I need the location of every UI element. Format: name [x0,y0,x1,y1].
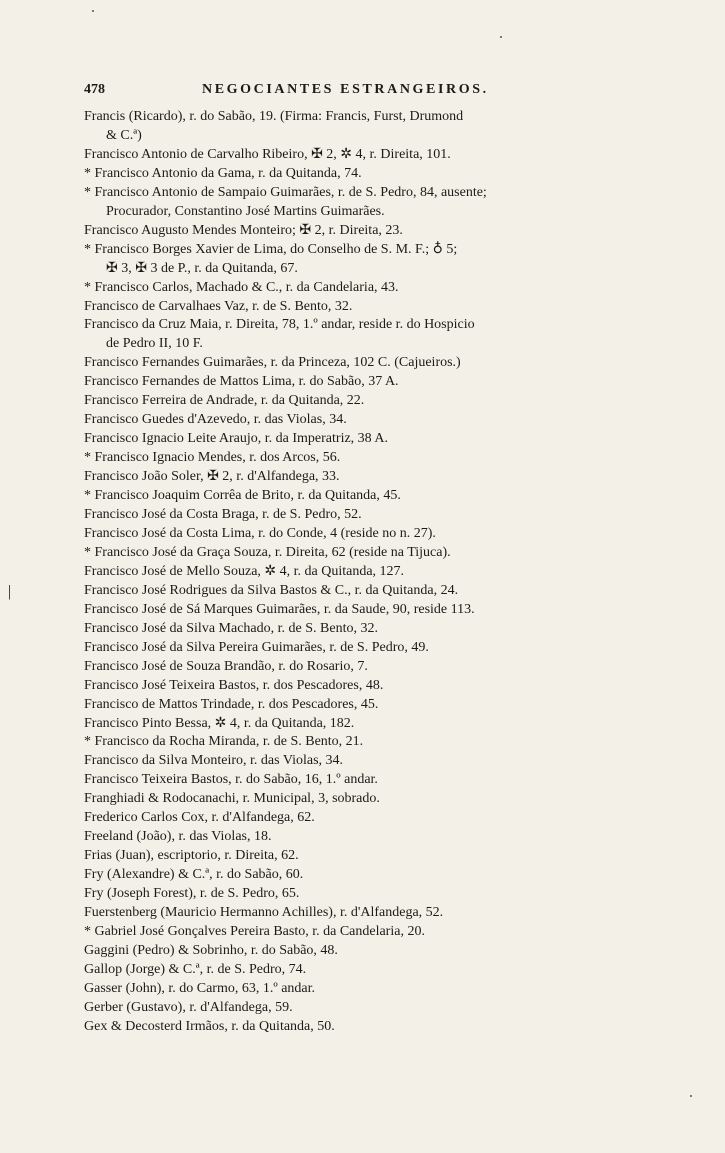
entry: Gaggini (Pedro) & Sobrinho, r. do Sabão, 48. [84,942,338,958]
entry: Francisco Pinto Bessa, ✲ 4, r. da Quitanda, 182. [84,715,355,731]
entry: * Francisco Carlos, Machado & C., r. da Candelaria, 43. [84,279,399,295]
entry: Francisco da Silva Monteiro, r. das Violas, 34. [84,753,344,769]
paper-speck [690,1095,692,1097]
entry: Francisco José Rodrigues da Silva Bastos & C., r. da Quitanda, 24. [84,582,459,598]
entry: Francisco José da Silva Pereira Guimarães, r. de S. Pedro, 49. [84,639,429,655]
entry: Fry (Alexandre) & C.ª, r. do Sabão, 60. [84,867,304,883]
entry: * Gabriel José Gonçalves Pereira Basto, r. da Candelaria, 20. [84,923,425,939]
entry-continuation: de Pedro II, 10 F. [106,336,203,352]
entry: Francisco Ignacio Leite Araujo, r. da Imperatriz, 38 A. [84,431,389,447]
entry: * Francisco Ignacio Mendes, r. dos Arcos, 56. [84,450,341,466]
entry: Francisco José de Sá Marques Guimarães, r. da Saude, 90, reside 113. [84,601,475,617]
entry: * Francisco da Rocha Miranda, r. de S. Bento, 21. [84,734,364,750]
entry: Francisco Augusto Mendes Monteiro; ✠ 2, r. Direita, 23. [84,222,403,238]
entry: Francisco José da Costa Lima, r. do Conde, 4 (reside no n. 27). [84,525,436,541]
entry: Gerber (Gustavo), r. d'Alfandega, 59. [84,999,293,1015]
entry: * Francisco Joaquim Corrêa de Brito, r. da Quitanda, 45. [84,488,401,504]
entry-continuation: ✠ 3, ✠ 3 de P., r. da Quitanda, 67. [106,260,298,276]
entry: Francisco Antonio de Carvalho Ribeiro, ✠ 2, ✲ 4, r. Direita, 101. [84,146,451,162]
entry-continuation: & C.ª) [106,127,142,143]
entry: Francisco Guedes d'Azevedo, r. das Violas, 34. [84,412,347,428]
entry: Frias (Juan), escriptorio, r. Direita, 62. [84,848,299,864]
entry: Francisco Fernandes de Mattos Lima, r. do Sabão, 37 A. [84,374,399,390]
entry: Gex & Decosterd Irmãos, r. da Quitanda, 50. [84,1018,335,1034]
entry: Francisco Fernandes Guimarães, r. da Princeza, 102 C. (Cajueiros.) [84,355,461,371]
entry: Franghiadi & Rodocanachi, r. Municipal, 3, sobrado. [84,791,380,807]
entry: Gallop (Jorge) & C.ª, r. de S. Pedro, 74. [84,961,307,977]
entry: * Francisco Antonio de Sampaio Guimarães, r. de S. Pedro, 84, ausente; [84,184,487,200]
entry: Francisco Ferreira de Andrade, r. da Quitanda, 22. [84,393,365,409]
entry: Francisco José Teixeira Bastos, r. dos Pescadores, 48. [84,677,384,693]
entry: Francisco de Carvalhaes Vaz, r. de S. Bento, 32. [84,298,353,314]
entry: Francis (Ricardo), r. do Sabão, 19. (Firma: Francis, Furst, Drumond [84,109,464,124]
entry: Freeland (João), r. das Violas, 18. [84,829,272,845]
entry: Fuerstenberg (Mauricio Hermanno Achilles), r. d'Alfandega, 52. [84,905,444,921]
entry: Francisco José de Souza Brandão, r. do Rosario, 7. [84,658,368,674]
entry: Francisco da Cruz Maia, r. Direita, 78, 1.º andar, reside r. do Hospicio [84,317,475,333]
page-number: 478 [84,82,105,97]
directory-entries [84,108,664,1037]
entry: Francisco José da Silva Machado, r. de S. Bento, 32. [84,620,378,636]
paper-speck [500,36,502,38]
entry: Frederico Carlos Cox, r. d'Alfandega, 62. [84,810,315,826]
paper-speck [92,10,94,12]
entry: * Francisco Antonio da Gama, r. da Quitanda, 74. [84,165,362,181]
margin-mark: | [8,583,12,600]
page-header [84,82,644,104]
entry: Fry (Joseph Forest), r. de S. Pedro, 65. [84,886,300,902]
entry: Gasser (John), r. do Carmo, 63, 1.º andar. [84,980,316,996]
entry: Francisco José de Mello Souza, ✲ 4, r. da Quitanda, 127. [84,563,405,579]
entry: * Francisco José da Graça Souza, r. Direita, 62 (reside na Tijuca). [84,544,451,560]
entry: Francisco Teixeira Bastos, r. do Sabão, 16, 1.º andar. [84,772,378,788]
entry-continuation: Procurador, Constantino José Martins Guimarães. [106,203,385,219]
running-title: NEGOCIANTES ESTRANGEIROS. [202,82,489,97]
entry: Francisco de Mattos Trindade, r. dos Pescadores, 45. [84,696,379,712]
entry: Francisco João Soler, ✠ 2, r. d'Alfandega, 33. [84,469,340,485]
entry: Francisco José da Costa Braga, r. de S. Pedro, 52. [84,507,362,523]
entry: * Francisco Borges Xavier de Lima, do Conselho de S. M. F.; ♁ 5; [84,241,458,257]
